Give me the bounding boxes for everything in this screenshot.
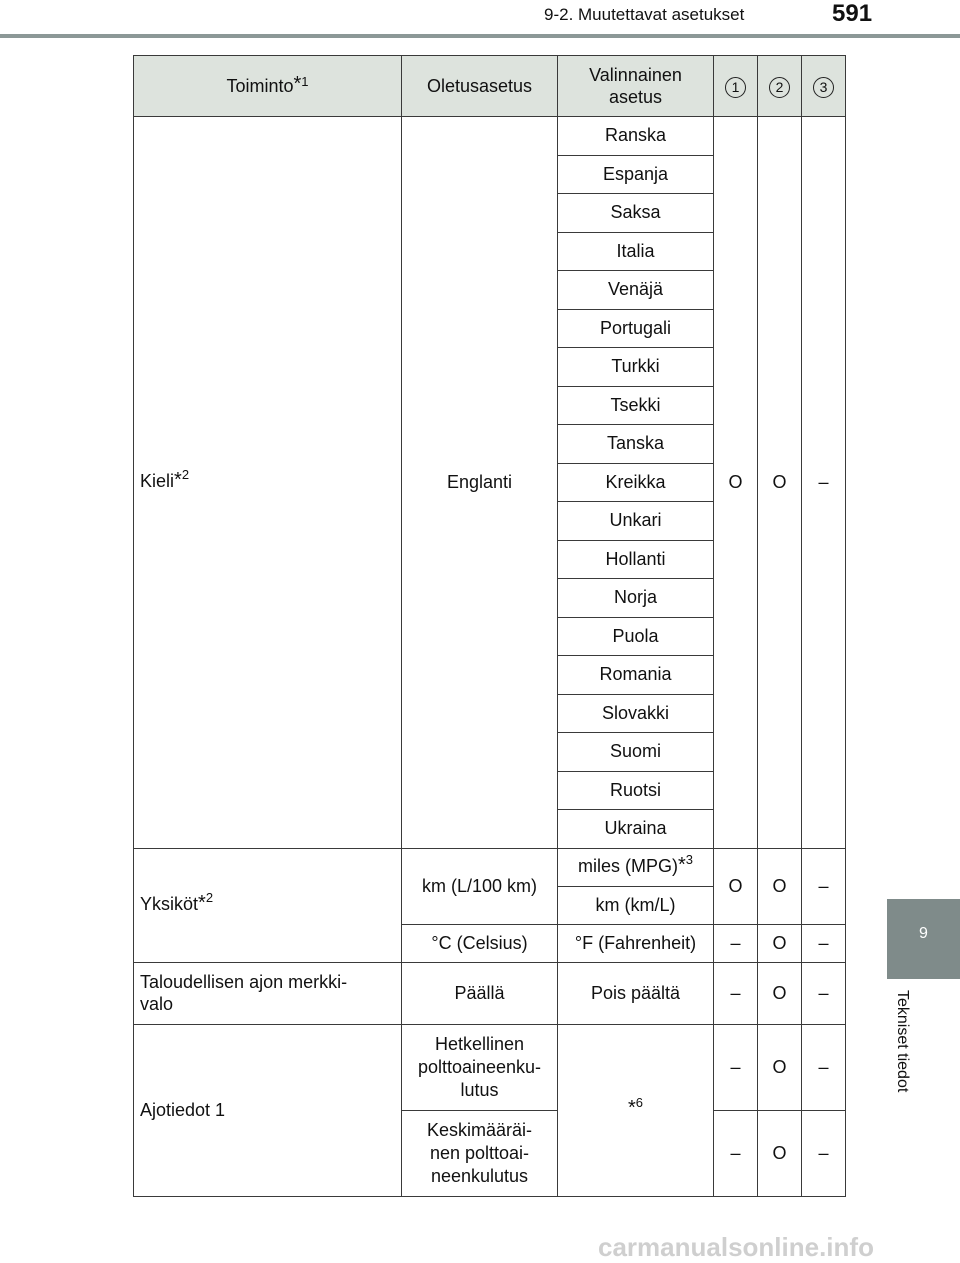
units-option-mpg: miles (MPG)$^{*3}$ [558, 848, 714, 886]
section-title: 9-2. Muutettavat asetukset [544, 5, 745, 24]
eco-c3: – [802, 962, 846, 1024]
table-row [134, 848, 846, 886]
units-option-temp: °F (Fahrenheit) [558, 924, 714, 962]
language-option: Suomi [558, 733, 714, 772]
col-1 [714, 56, 758, 117]
trip-r2-c2: O [758, 1110, 802, 1196]
table-row [134, 117, 846, 156]
header-rule [0, 34, 960, 38]
trip-label: Ajotiedot 1 [134, 1024, 402, 1196]
language-option: Ukraina [558, 810, 714, 849]
language-option: Norja [558, 579, 714, 618]
settings-table [133, 55, 846, 1197]
language-option: Unkari [558, 502, 714, 541]
units-temp-c2: O [758, 924, 802, 962]
language-option: Tanska [558, 425, 714, 464]
language-option: Venäjä [558, 271, 714, 310]
units-fuel-c2: O [758, 848, 802, 924]
table-header-row [134, 56, 846, 117]
chapter-label: Tekniset tiedot [894, 990, 911, 1093]
trip-r1-c2: O [758, 1024, 802, 1110]
col-function: Toiminto$^{*1}$ [134, 56, 402, 117]
language-c2: O [758, 117, 802, 849]
circled-1-icon: 1 [725, 77, 746, 98]
eco-label: Taloudellisen ajon merkki- valo [134, 962, 402, 1024]
trip-option: *6 [558, 1024, 714, 1196]
trip-r2-c3: – [802, 1110, 846, 1196]
units-temp-c3: – [802, 924, 846, 962]
table-row [134, 962, 846, 1024]
trip-r1-c3: – [802, 1024, 846, 1110]
trip-r2-c1: – [714, 1110, 758, 1196]
col-optional: Valinnainen asetus [558, 56, 714, 117]
language-option: Slovakki [558, 694, 714, 733]
col-2 [758, 56, 802, 117]
language-option: Espanja [558, 155, 714, 194]
language-option: Italia [558, 232, 714, 271]
language-label: Kieli$^{*2}$ [134, 117, 402, 849]
units-default-fuel: km (L/100 km) [402, 848, 558, 924]
units-default-temp: °C (Celsius) [402, 924, 558, 962]
language-option: Hollanti [558, 540, 714, 579]
eco-default: Päällä [402, 962, 558, 1024]
units-fuel-c1: O [714, 848, 758, 924]
language-c1: O [714, 117, 758, 849]
units-label: Yksiköt$^{*2}$ [134, 848, 402, 962]
units-option-kml: km (km/L) [558, 886, 714, 924]
language-option: Ranska [558, 117, 714, 156]
eco-c1: – [714, 962, 758, 1024]
language-option: Puola [558, 617, 714, 656]
language-option: Tsekki [558, 386, 714, 425]
language-option: Kreikka [558, 463, 714, 502]
language-option: Ruotsi [558, 771, 714, 810]
language-option: Saksa [558, 194, 714, 233]
units-fuel-c3: – [802, 848, 846, 924]
language-default: Englanti [402, 117, 558, 849]
trip-item-average: Keskimääräi- nen polttoai- neenkulutus [402, 1110, 558, 1196]
eco-option: Pois päältä [558, 962, 714, 1024]
language-option: Turkki [558, 348, 714, 387]
language-option: Romania [558, 656, 714, 695]
units-temp-c1: – [714, 924, 758, 962]
page-number: 591 [832, 0, 873, 27]
watermark: carmanualsonline.info [598, 1232, 874, 1262]
col-default: Oletusasetus [402, 56, 558, 117]
eco-c2: O [758, 962, 802, 1024]
trip-r1-c1: – [714, 1024, 758, 1110]
trip-item-instant: Hetkellinen polttoaineenku- lutus [402, 1024, 558, 1110]
table-row [134, 1024, 846, 1110]
circled-3-icon: 3 [813, 77, 834, 98]
chapter-number: 9 [919, 925, 928, 942]
language-option: Portugali [558, 309, 714, 348]
circled-2-icon: 2 [769, 77, 790, 98]
chapter-tab [887, 899, 960, 979]
language-c3: – [802, 117, 846, 849]
col-3 [802, 56, 846, 117]
